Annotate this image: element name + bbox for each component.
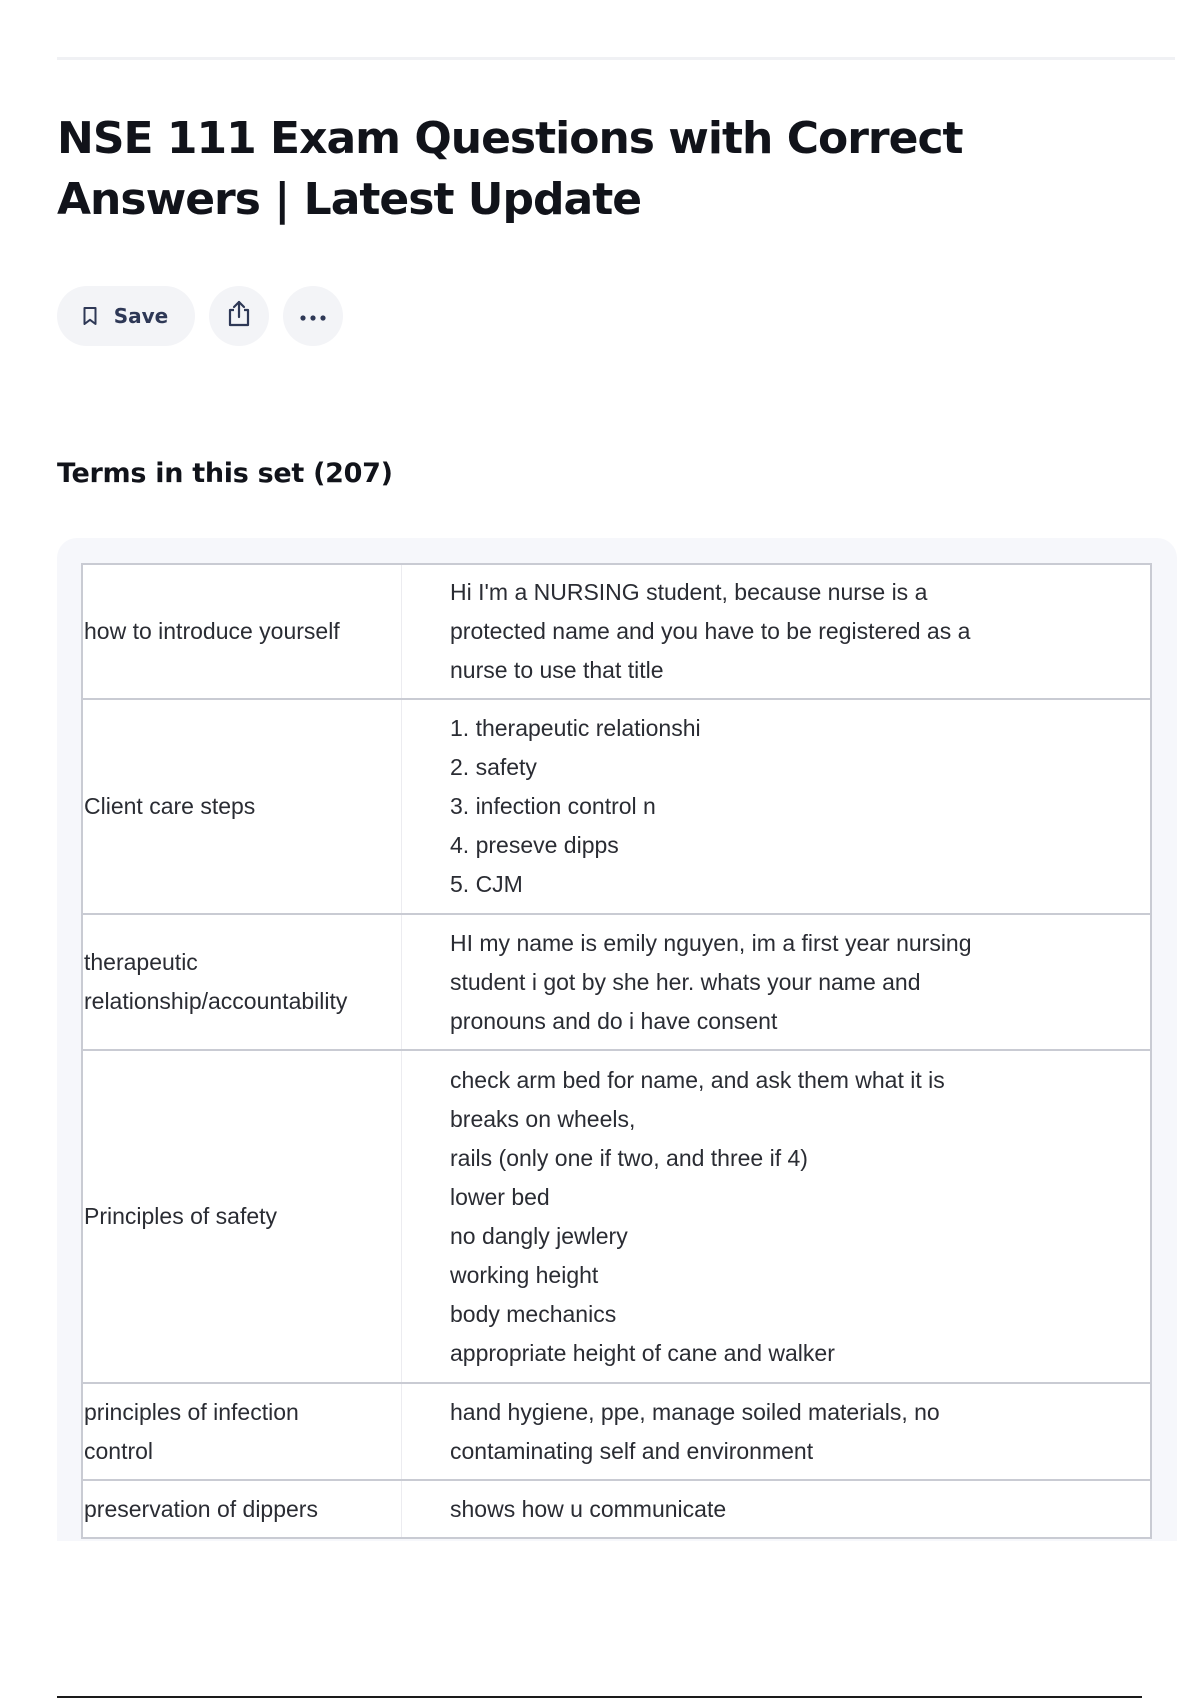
terms-table (81, 563, 1152, 1539)
term-row (82, 1050, 1151, 1383)
term-text: principles of infection control (84, 1398, 299, 1464)
term-row (82, 564, 1151, 699)
definition-text: 1. therapeutic relationshi 2. safety 3. infection control n 4. preseve dipps 5. CJM (450, 715, 701, 897)
term-row (82, 1480, 1151, 1538)
term-text: preservation of dippers (84, 1495, 318, 1522)
term-row (82, 914, 1151, 1050)
term-text: how to introduce yourself (84, 618, 340, 644)
term-text: therapeutic relationship/accountability (84, 949, 348, 1014)
definition-cell (402, 564, 1152, 699)
definition-text: shows how u communicate (450, 1495, 727, 1522)
definition-text: Hi I'm a NURSING student, because nurse is a protected name and you have to be registered as a nurse to use that title (450, 579, 971, 683)
definition-cell (402, 1050, 1152, 1383)
more-options-button[interactable] (283, 286, 343, 346)
term-cell (82, 1480, 402, 1538)
page-title: NSE 111 Exam Questions with Correct Answers | Latest Update (57, 113, 963, 225)
term-row (82, 699, 1151, 914)
action-bar (57, 286, 343, 346)
term-cell (82, 1383, 402, 1480)
definition-cell (402, 1383, 1152, 1480)
save-button[interactable] (57, 286, 195, 346)
top-divider (57, 57, 1175, 60)
bottom-divider (57, 1696, 1142, 1698)
share-button[interactable] (209, 286, 269, 346)
definition-cell (402, 699, 1152, 914)
term-cell (82, 914, 402, 1050)
definition-text: check arm bed for name, and ask them what it is breaks on wheels, rails (only one if two, and three if 4) lower bed no dangly jewlery working height body mechanics appropriate height of cane and walker (450, 1066, 945, 1366)
term-cell (82, 699, 402, 914)
definition-text: hand hygiene, ppe, manage soiled materials, no contaminating self and environment (450, 1398, 940, 1464)
term-cell (82, 564, 402, 699)
share-icon (225, 299, 253, 333)
definition-cell (402, 1480, 1152, 1538)
save-button-label: Save (113, 304, 169, 328)
term-text: Client care steps (84, 793, 256, 819)
more-horizontal-icon (298, 307, 328, 326)
definition-text: HI my name is emily nguyen, im a first year nursing student i got by she her. whats your name and pronouns and do i have consent (450, 929, 972, 1034)
term-cell (82, 1050, 402, 1383)
terms-count-heading: Terms in this set (207) (57, 458, 393, 489)
bookmark-icon (82, 306, 102, 326)
term-row (82, 1383, 1151, 1480)
definition-cell (402, 914, 1152, 1050)
term-text: Principles of safety (84, 1203, 278, 1229)
